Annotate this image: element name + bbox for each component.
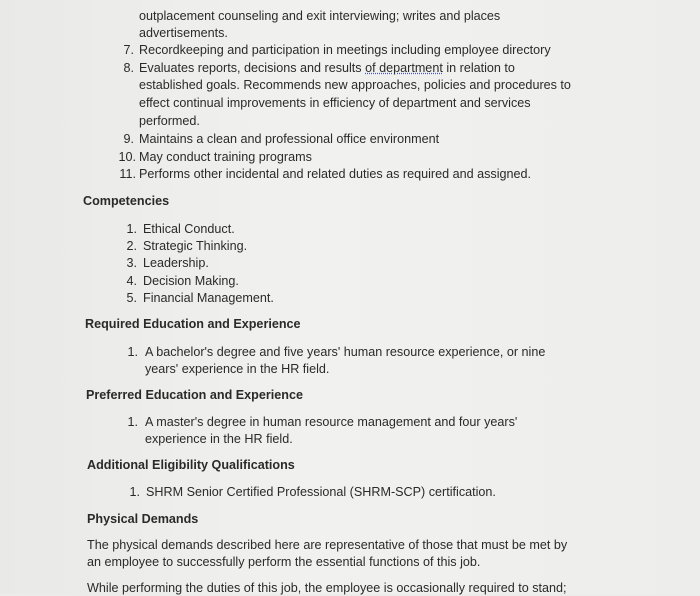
duty-8-line-1: [139, 60, 515, 76]
preferred-education-heading: Preferred Education and Experience: [86, 388, 303, 402]
duty-11-number: 11.: [119, 167, 136, 181]
duty-9-number: 9.: [123, 132, 134, 146]
additional-item-text: SHRM Senior Certified Professional (SHRM-SCP) certification.: [146, 485, 496, 499]
competencies-heading: Competencies: [83, 194, 170, 208]
competency-3-text: Leadership.: [143, 256, 209, 270]
competency-2-text: Strategic Thinking.: [143, 239, 248, 253]
duty-7-text: Recordkeeping and participation in meetings including employee directory: [139, 43, 551, 57]
required-item-line-1: A bachelor's degree and five years' human resource experience, or nine: [145, 345, 546, 359]
duty-8-number: 8.: [123, 61, 134, 75]
duty-7-number: 7.: [123, 43, 134, 57]
duty-11-text: Performs other incidental and related duties as required and assigned.: [139, 167, 532, 181]
required-item-line-2: years' experience in the HR field.: [145, 362, 330, 376]
additional-eligibility-heading: Additional Eligibility Qualifications: [87, 458, 295, 472]
competency-1-number: 1.: [126, 222, 137, 236]
competency-5-text: Financial Management.: [143, 291, 274, 305]
competency-2-number: 2.: [126, 239, 137, 253]
duty-8-text-start: Evaluates reports, decisions and results: [139, 61, 366, 75]
physical-para1-line-2: an employee to successfully perform the essential functions of this job.: [87, 555, 481, 569]
duty-10-text: May conduct training programs: [139, 150, 312, 164]
required-education-heading: Required Education and Experience: [85, 317, 301, 331]
additional-item-number: 1.: [129, 485, 140, 499]
preferred-item-line-2: experience in the HR field.: [145, 432, 293, 446]
physical-para1-line-1: The physical demands described here are representative of those that must be met by: [87, 538, 568, 552]
duty-8-line-3: effect continual improvements in efficiency of department and services: [139, 96, 531, 110]
duty-10-number: 10.: [118, 150, 136, 164]
duty-8-line-4: performed.: [139, 114, 200, 128]
physical-para2-line-1: While performing the duties of this job, the employee is occasionally required to stand;: [87, 581, 567, 595]
spellcheck-underlined-phrase: of department: [365, 61, 443, 75]
competency-3-number: 3.: [126, 256, 137, 270]
competency-5-number: 5.: [126, 291, 137, 305]
competency-4-text: Decision Making.: [143, 274, 239, 288]
preferred-item-number: 1.: [127, 415, 138, 429]
competency-4-number: 4.: [126, 274, 137, 288]
physical-demands-heading: Physical Demands: [87, 512, 199, 526]
duty-8-line-2: established goals. Recommends new approaches, policies and procedures to: [139, 78, 571, 92]
duty-6-continuation-line-1: outplacement counseling and exit interviewing; writes and places: [139, 9, 501, 23]
duty-8-text-end: in relation to: [442, 61, 515, 75]
duty-9-text: Maintains a clean and professional office environment: [139, 132, 440, 146]
required-item-number: 1.: [127, 345, 138, 359]
duty-6-continuation-line-2: advertisements.: [139, 26, 228, 40]
preferred-item-line-1: A master's degree in human resource management and four years': [145, 415, 518, 429]
competency-1-text: Ethical Conduct.: [143, 222, 235, 236]
